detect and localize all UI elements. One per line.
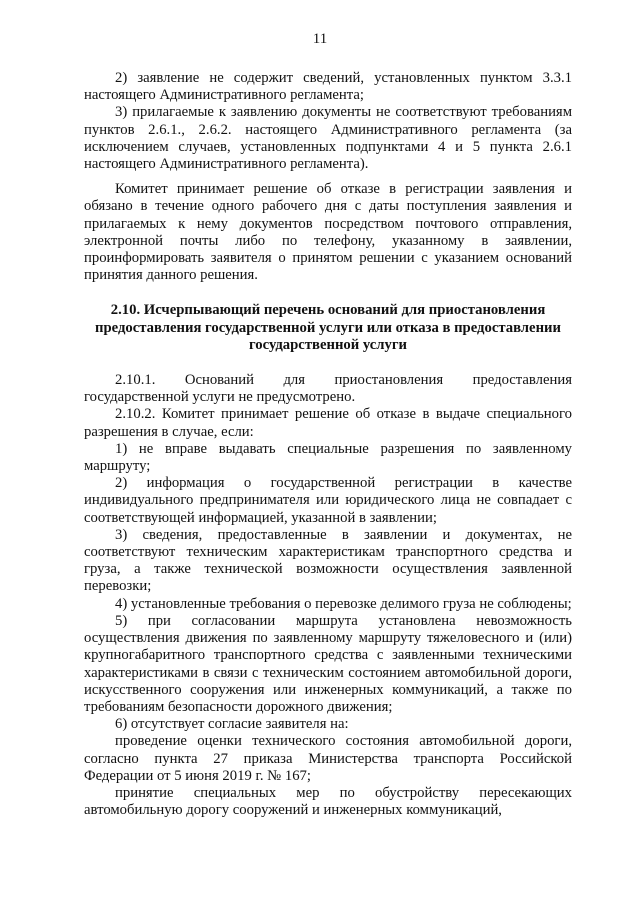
paragraph-2-10-2: 2.10.2. Комитет принимает решение об отказе в выдаче специального разрешения в случае, если: (84, 406, 572, 440)
section-heading-2-10: 2.10. Исчерпывающий перечень оснований для приостановления предоставления государственной услуги или отказа в предоставлении государственной услуги (95, 302, 561, 353)
sub-item-assessment: проведение оценки технического состояния автомобильной дороги, согласно пункта 27 приказа Министерства транспорта Российской Федерации от 5 июня 2019 г. № 167; (84, 733, 572, 784)
list-item-5: 5) при согласовании маршрута установлена невозможность осуществления движения по заявленному маршруту тяжеловесного и (или) крупногабаритного транспортного средства с заявленными техническими характеристиками в связи с техническим состоянием автомобильной дороги, искусственного сооружения или инженерных коммуникаций, а также по требованиям безопасности дорожного движения; (84, 612, 572, 715)
list-item-6: 6) отсутствует согласие заявителя на: (115, 716, 349, 733)
paragraph-committee-refusal: Комитет принимает решение об отказе в регистрации заявления и обязано в течение одного рабочего дня с даты поступления заявления и прилагаемых к нему документов посредством почтового отправления, электронной почты либо по телефону, указанному в заявлении, проинформировать заявителя о принятом решении с указанием оснований принятия данного решения. (84, 181, 572, 284)
list-item-3: 3) сведения, предоставленные в заявлении и документах, не соответствуют техническим характеристикам транспортного средства и груза, а также технической возможности осуществления заявленной перевозки; (84, 526, 572, 595)
paragraph-2-10-1: 2.10.1. Оснований для приостановления предоставления государственной услуги не предусмотрено. (84, 372, 572, 406)
list-item-1: 1) не вправе выдавать специальные разрешения по заявленному маршруту; (84, 440, 572, 475)
sub-item-special-measures: принятие специальных мер по обустройству пересекающих автомобильную дорогу сооружений и инженерных коммуникаций, (84, 784, 572, 819)
list-item-2: 2) информация о государственной регистрации в качестве индивидуального предпринимателя или юридического лица не совпадает с соответствующей информацией, указанной в заявлении; (84, 475, 572, 526)
paragraph-item-2: 2) заявление не содержит сведений, установленных пунктом 3.3.1 настоящего Административного регламента; (84, 70, 572, 104)
document-body (84, 70, 572, 819)
page-number: 11 (312, 31, 328, 47)
paragraph-item-3: 3) прилагаемые к заявлению документы не соответствуют требованиям пунктов 2.6.1., 2.6.2. настоящего Административного регламента (за исключением случаев, установленных подпунктами 4 и 5 пункта 2.6.1 настоящего Административного регламента). (84, 104, 572, 173)
list-item-4: 4) установленные требования о перевозке делимого груза не соблюдены; (115, 595, 572, 612)
